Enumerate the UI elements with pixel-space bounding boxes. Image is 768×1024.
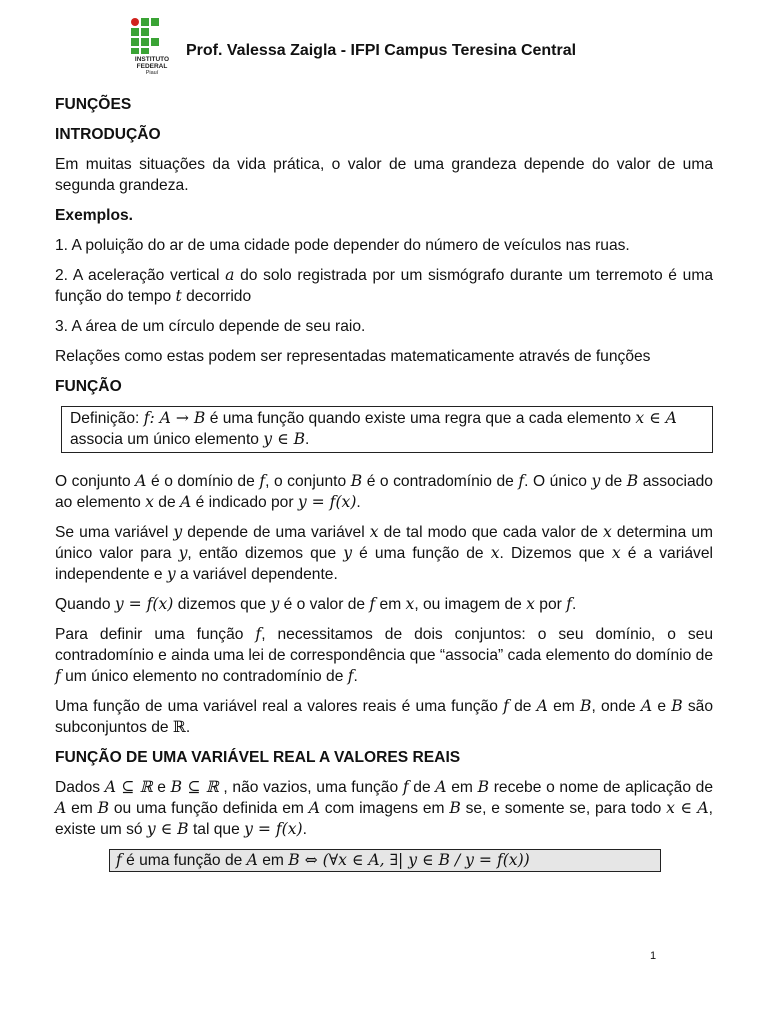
section-title: FUNÇÕES: [55, 96, 132, 113]
document-content: [55, 94, 713, 872]
logo-grid-icon: [131, 18, 161, 54]
logo-text: INSTITUTO FEDERAL Piauí: [134, 56, 170, 76]
relations-paragraph: Relações como estas podem ser representadas matematicamente através de funções: [55, 348, 651, 365]
examples-heading: Exemplos.: [55, 207, 133, 224]
image-paragraph: Quando y = f(x) dizemos que y é o valor de f em x, ou imagem de x por f.: [55, 595, 577, 613]
example-1: 1. A poluição do ar de uma cidade pode depender do número de veículos nas ruas.: [55, 237, 630, 254]
application-paragraph: Dados A ⊆ ℝ e B ⊆ ℝ , não vazios, uma função f de A em B recebe o nome de aplicação de A em B ou uma função definida em A com imagens em B se, e somente se, para todo x ∈ A, existe um só y ∈ B tal que y = f(x).: [55, 778, 714, 838]
example-2: 2. A aceleração vertical a do solo registrada por um sismógrafo durante um terremoto é uma função do tempo t decorrido: [55, 266, 713, 305]
header-title: Prof. Valessa Zaigla - IFPI Campus Teresina Central: [186, 42, 577, 59]
intro-heading: INTRODUÇÃO: [55, 126, 161, 143]
definition-paragraph: Para definir uma função f, necessitamos de dois conjuntos: o seu domínio, o seu contradomínio e ainda uma lei de correspondência que “associa” cada elemento do domínio de f um único elemento no contradomínio de f.: [55, 625, 713, 685]
real-function-paragraph: Uma função de uma variável real a valores reais é uma função f de A em B, onde A e B são subconjuntos de ℝ.: [55, 697, 714, 736]
equivalence-box: f é uma função de A em B ⇔ (∀x ∈ A, ∃| y ∈ B / y = f(x)): [109, 849, 661, 872]
institute-logo: [127, 18, 177, 88]
variable-paragraph: Se uma variável y depende de uma variável x de tal modo que cada valor de x determina um único valor para y, então dizemos que y é uma função de x. Dizemos que x é a variável independente e y a variável dependente.: [55, 523, 713, 583]
funcao-heading: FUNÇÃO: [55, 378, 122, 395]
intro-paragraph: Em muitas situações da vida prática, o valor de uma grandeza depende do valor de uma segunda grandeza.: [55, 156, 713, 194]
page-number: 1: [650, 950, 657, 962]
domain-paragraph: O conjunto A é o domínio de f, o conjunto B é o contradomínio de f. O único y de B associado ao elemento x de A é indicado por y = f(x).: [55, 472, 713, 511]
example-3: 3. A área de um círculo depende de seu raio.: [55, 318, 366, 335]
definition-box: Definição: f: A → B é uma função quando existe uma regra que a cada elemento x ∈ A associa um único elemento y ∈ B.: [61, 406, 713, 453]
real-func-heading: FUNÇÃO DE UMA VARIÁVEL REAL A VALORES REAIS: [55, 749, 461, 766]
